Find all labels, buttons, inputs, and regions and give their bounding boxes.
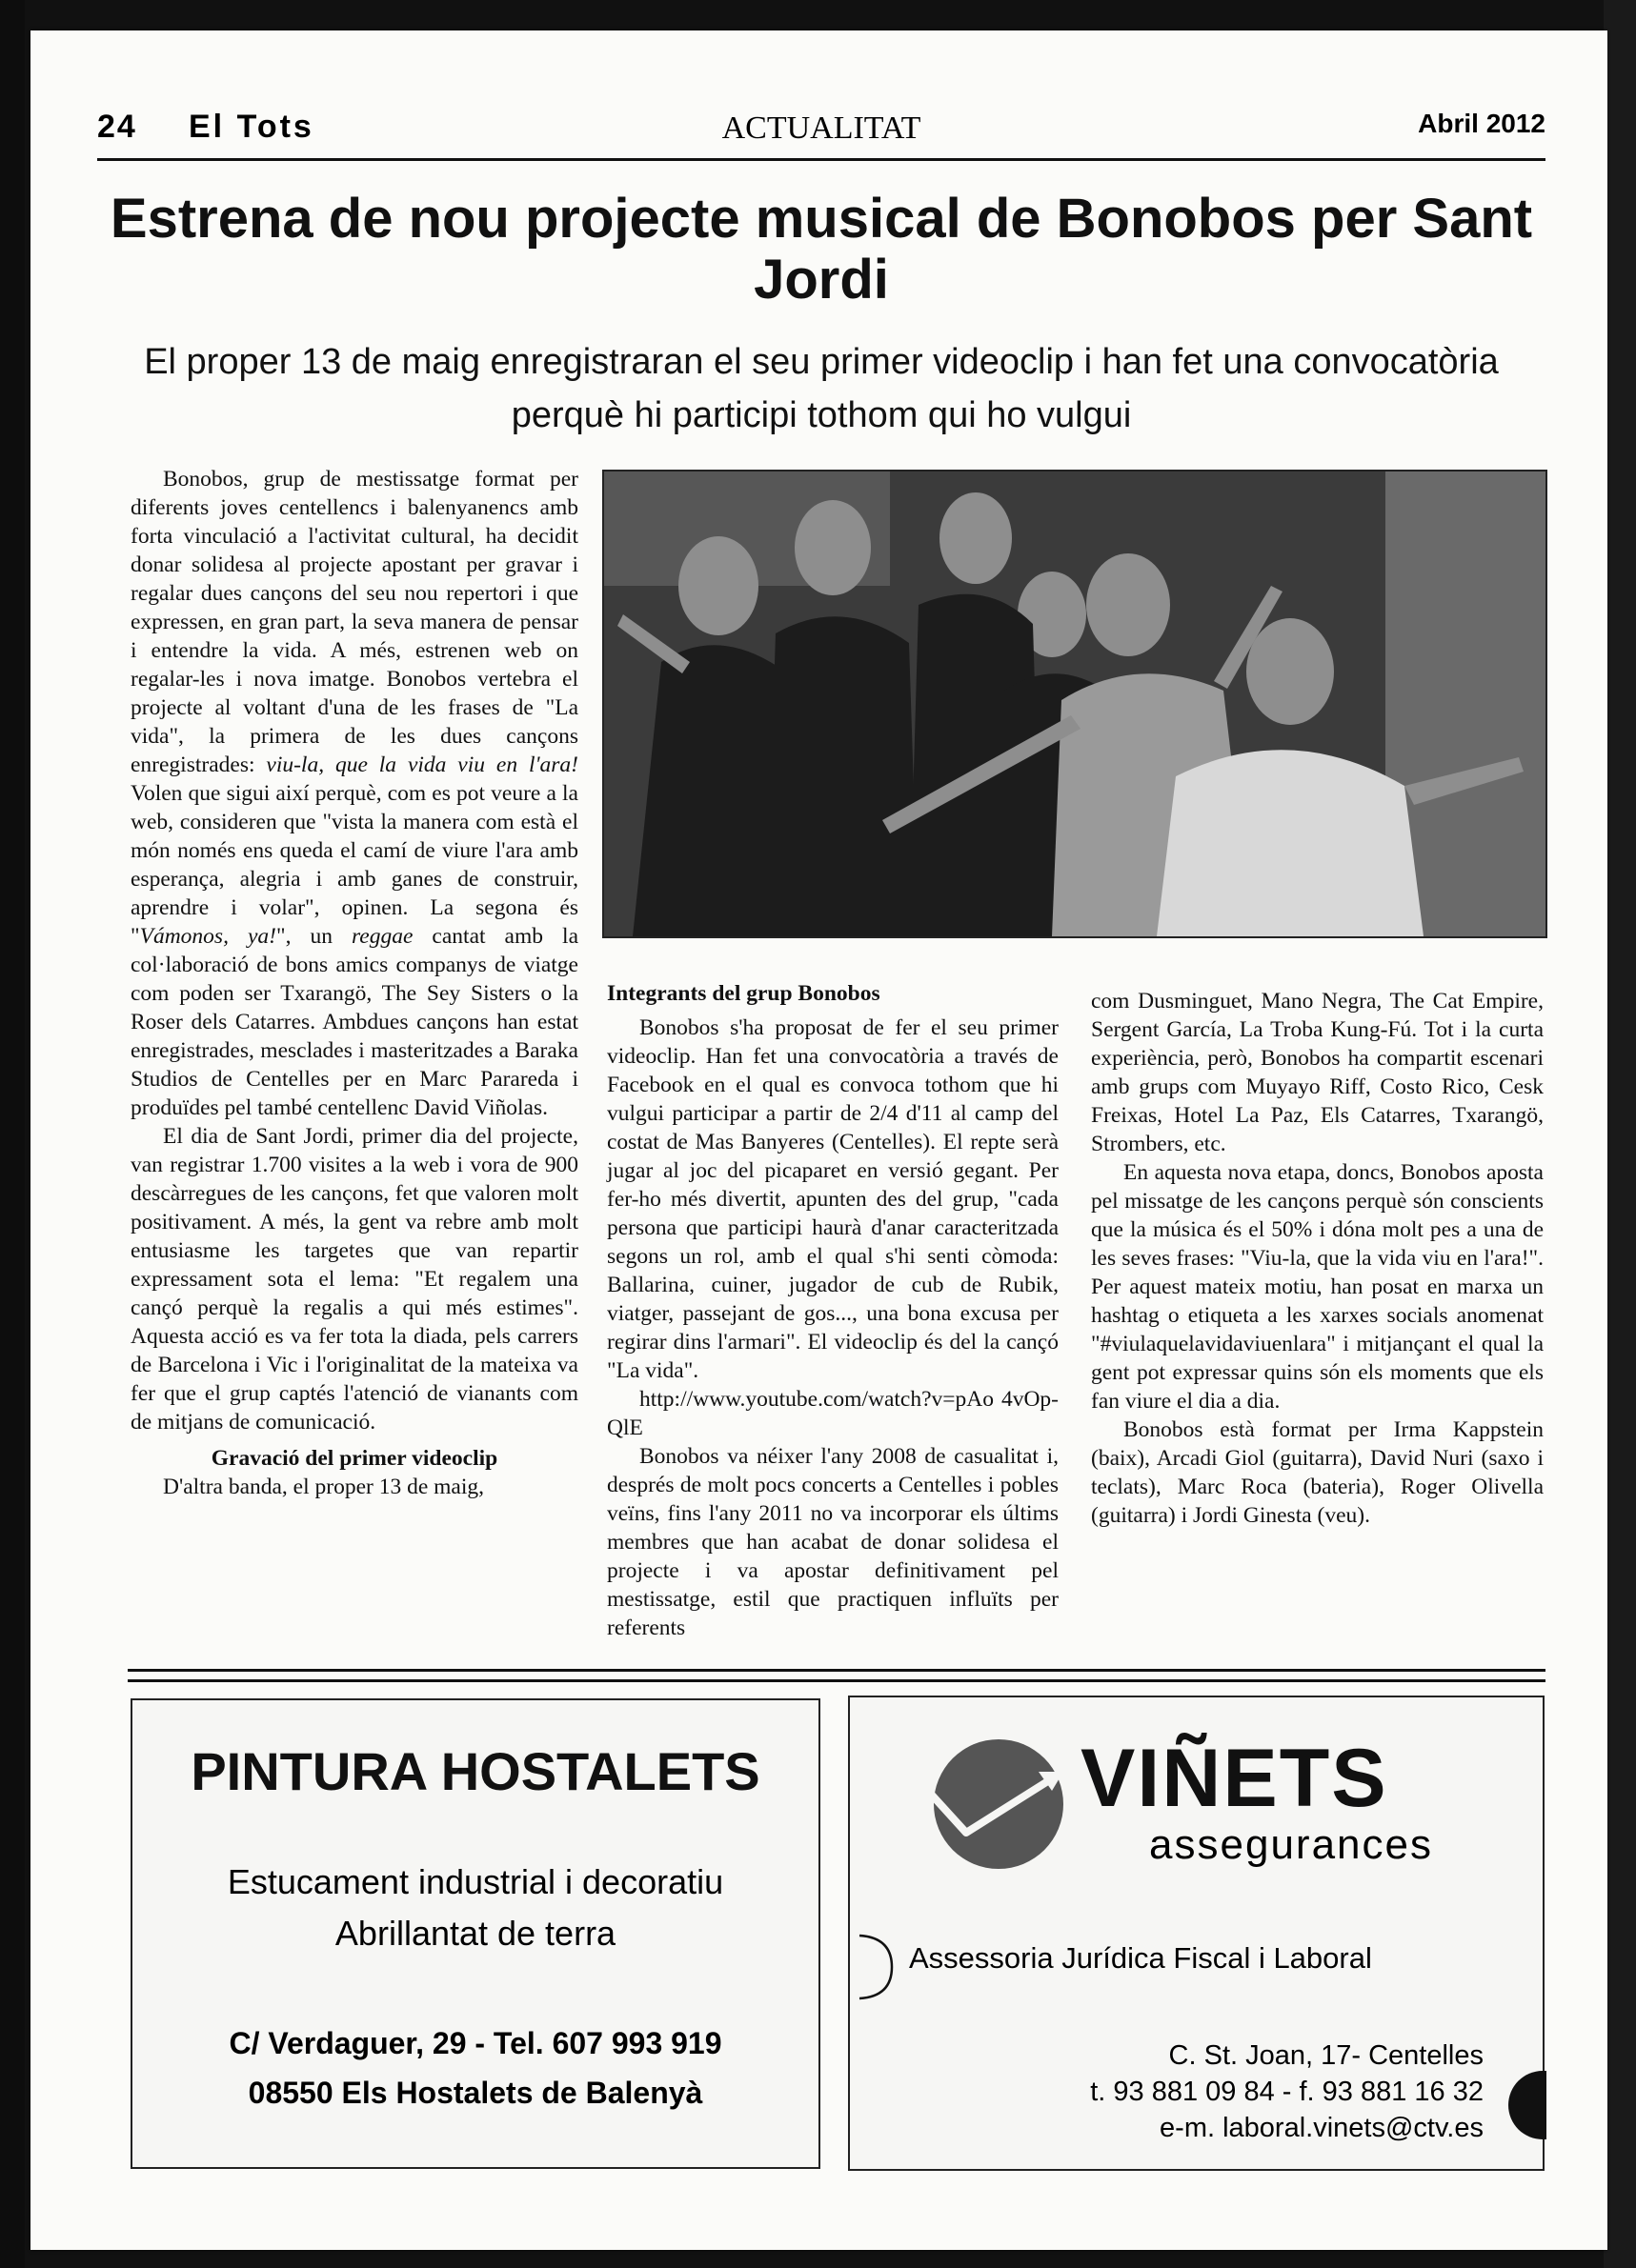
article-headline: Estrena de nou projecte musical de Bonobos per Sant Jordi [110,188,1533,311]
article-column-2 [607,979,1059,1642]
pintura-hostalets-ad [131,1698,820,2169]
photo-caption: Integrants del grup Bonobos [607,981,880,1006]
article-paragraph: Bonobos s'ha proposat de fer el seu primer videoclip. Han fet una convocatòria a través de Facebook en el qual es convoca tothom que hi vulgui participar a partir de 2/4 d'11 al camp del costat de Mas Banyeres (Centelles). El repte serà jugar al joc del picaparet en versió gegant. Per fer-ho més divertit, apunten des del grup, "cada persona que participi haurà d'anar caracteritzada segons un rol, amb el qual s'hi senti còmoda: Ballarina, cuiner, jugador de cub de Rubik, viatger, passejant de gos..., una bona excusa per regirar dins l'armari". El videoclip és del la cançó "La vida". [607,1015,1059,1383]
section-title: ACTUALITAT [721,110,921,146]
ad-phone: t. 93 881 09 84 - f. 93 881 16 32 [1090,2077,1484,2107]
ad-service-line: Assessoria Jurídica Fiscal i Laboral [909,1941,1372,1975]
ad-section-divider [128,1669,1545,1682]
ad-service-line: Estucament industrial i decoratiu [227,1862,724,1901]
ad-address: C. St. Joan, 17- Centelles [1168,2040,1484,2071]
decorative-dot [1508,2071,1546,2139]
ad-service-line: Abrillantat de terra [334,1914,616,1953]
article-subhead: Gravació del primer videoclip [211,1446,498,1471]
ad-email: e-m. laboral.vinets@ctv.es [1160,2113,1484,2143]
article-paragraph: com Dusminguet, Mano Negra, The Cat Empire, Sergent García, La Troba Kung-Fú. Tot i la curta experiència, però, Bonobos ha compartit escenari amb grups com Muyayo Riff, Costo Rico, Cesk Freixas, Hotel La Paz, Els Catarres, Txarangö, Strombers, etc. [1091,989,1544,1156]
bracket-icon [854,1932,896,2002]
vinets-assegurances-ad [848,1696,1545,2171]
ad-business-name: PINTURA HOSTALETS [191,1741,760,1801]
page-header [97,76,1545,161]
band-photo [602,470,1547,938]
article-column-3 [1091,987,1544,1530]
scan-border-left [0,0,25,2268]
article-paragraph: En aquesta nova etapa, doncs, Bonobos aposta pel missatge de les cançons perquè són conscients que la música és el 50% i dóna molt pes a una de les seves frases: "Viu-la, que la vida viu en l'ara!". Per aquest mateix motiu, han posat en marxa un hashtag o etiqueta a les xarxes socials anomenat "#viulaquelavidaviuenlara" i mitjançant el qual la gent pot expressar quins són els moments que els fan viure el dia a dia. [1091,1160,1544,1414]
article-paragraph: D'altra banda, el proper 13 de maig, [163,1475,485,1499]
ad-tagline: assegurances [1149,1821,1433,1868]
ad-city: 08550 Els Hostalets de Balenyà [248,2076,703,2110]
video-url: http://www.youtube.com/watch?v=pAo 4vOp-QlE [607,1387,1059,1440]
genre-term: reggae [352,924,414,949]
publication-name: El Tots [189,109,314,145]
scan-border-right [1604,0,1636,2268]
article-subheadline: El proper 13 de maig enregistraran el seu primer videoclip i han fet una convocatòria perquè hi participi tothom qui ho vulgui [144,342,1499,435]
song-title: Vámonos, ya! [139,924,276,949]
song-quote: viu-la, que la vida viu en l'ara! [266,753,578,777]
issue-date: Abril 2012 [1418,109,1545,138]
article-paragraph: Bonobos està format per Irma Kappstein (baix), Arcadi Giol (guitarra), David Nuri (saxo i teclats), Marc Roca (bateria), Roger Olivella (guitarra) i Jordi Ginesta (veu). [1091,1417,1544,1528]
band-photo-illustration [604,472,1545,936]
article-paragraph: El dia de Sant Jordi, primer dia del projecte, van registrar 1.700 visites a la web i vora de 900 descàrregues de les cançons, fet que valoren molt positivament. A més, la gent va rebre amb molt entusiasme les targetes que van repartir expressament sota el lema: "Et regalem una cançó perquè la regalis a qui més estimes". Aquesta acció es va fer tota la diada, pels carrers de Barcelona i Vic i l'originalitat de la mateixa va fer que el grup captés l'atenció de vianants com de mitjans de comunicació. [131,1124,578,1435]
ad-address: C/ Verdaguer, 29 - Tel. 607 993 919 [229,2026,722,2060]
check-circle-icon [932,1737,1065,1871]
page-number: 24 [97,109,137,145]
article-paragraph: Bonobos va néixer l'any 2008 de casualitat i, després de molt pocs concerts a Centelles i pobles veïns, fins l'any 2011 no va incorporar els últims membres que han acabat de donar solidesa el projecte i va apostar definitivament pel mestissatge, estil que practiquen influïts per referents [607,1444,1059,1640]
ad-business-name: VIÑETS [1081,1733,1388,1824]
article-column-1 [131,465,578,1501]
article-paragraph: Bonobos, grup de mestissatge format per diferents joves centellencs i balenyanencs amb forta vinculació a l'activitat cultural, ha decidit donar solidesa al projecte apostant per gravar i regalar dues cançons del seu nou repertori i que expressen, en gran part, la seva manera de pensar i entendre la vida. A més, estrenen web on regalar-les i nova imatge. Bonobos vertebra el projecte al voltant d'una de les frases de "La vida", la primera de les dues cançons enregistrades: viu-la, que la vida viu en l'ara! Volen que sigui així perquè, com es pot veure a la web, consideren que "vista la manera com està el món només ens queda el camí de viure l'ara amb esperança, alegria i amb ganes de construir, aprendre i volar", opinen. La segona és "Vámonos, ya!", un reggae cantat amb la col·laboració de bons amics companys de viatge com poden ser Txarangö, The Sey Sisters o la Roser dels Catarres. Ambdues cançons han estat enregistrades, mesclades i masteritzades a Baraka Studios de Centelles per en Marc Parareda i produïdes pel també centellenc David Viñolas. [131,467,579,1120]
